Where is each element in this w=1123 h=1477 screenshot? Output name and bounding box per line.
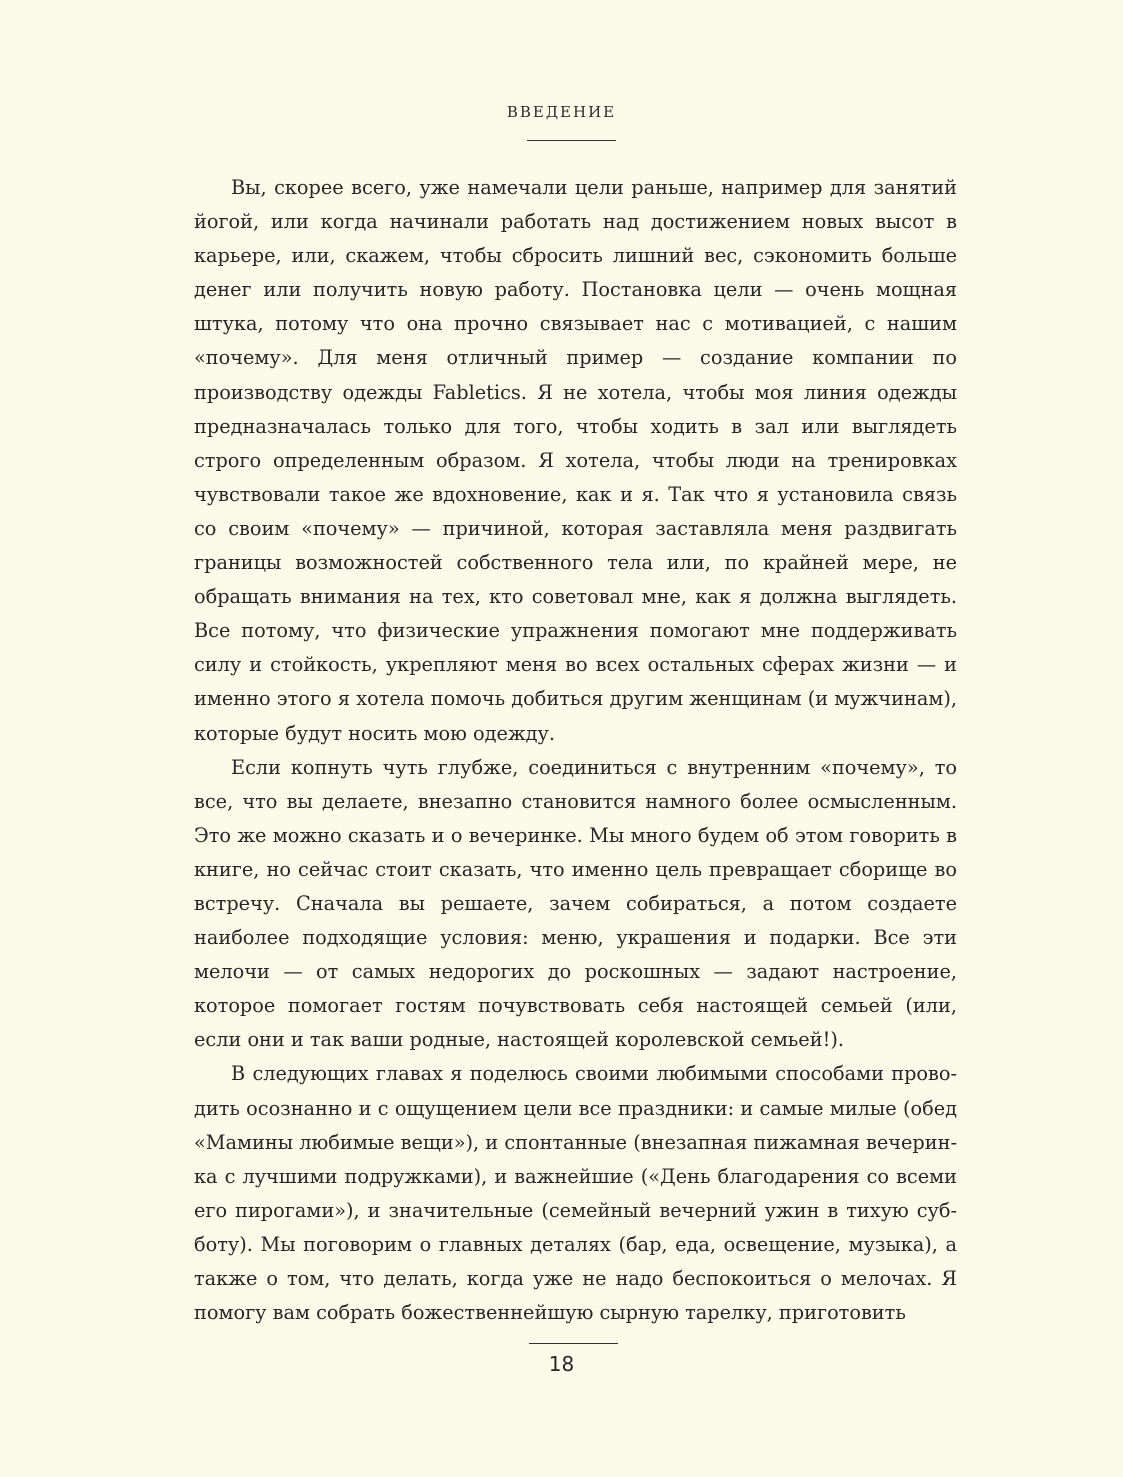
running-head: ВВЕДЕНИЕ [506,103,617,121]
paragraph-1: Вы, скорее всего, уже намечали цели раньше, например для занятий йогой, или когда начинали работать над достижением новых высот в карьере, или, скажем, чтобы сбросить лишний вес, сэкономить больше денег или получить новую работу. Постановка цели — очень мощная штука, потому что она прочно связывает нас с мотивацией, с нашим «почему». Для меня отличный пример — создание компании по производству одежды Fabletics. Я не хотела, чтобы моя линия одежды предназначалась только для того, чтобы ходить в зал или выглядеть строго определенным образом. Я хотела, чтобы люди на тренировках чувствовали такое же вдохновение, как и я. Так что я установила связь со своим «почему» — причиной, которая заставляла меня раздвигать границы возможностей собственного тела или, по крайней мере, не обращать внимания на тех, кто советовал мне, как я должна выглядеть. Все потому, что физические упражнения помогают мне поддерживать силу и стойкость, укрепляют меня во всех остальных сферах жизни — и именно этого я хотела помочь добиться другим женщинам (и мужчинам), которые будут носить мою одежду. [194,176,957,745]
paragraph-3: В следующих главах я поделюсь своими любимыми способами проводить осознанно и с ощущением цели все праздники: и самые милые (обед «Мамины любимые вещи»), и спонтанные (внезапная пижамная вечеринка с лучшими подружками), и важнейшие («День благодарения со всеми его пирогами»), и значительные (семейный вечерний ужин в тихую субботу). Мы поговорим о главных деталях (бар, еда, освещение, музыка), а также о том, что делать, когда уже не надо беспокоиться о мелочах. Я помогу вам собрать божественнейшую сырную тарелку, приготовить [194,1062,957,1325]
body-text [194,171,957,1330]
running-head-rule [527,140,616,141]
paragraph-2: Если копнуть чуть глубже, соединиться с внутренним «почему», то все, что вы делаете, внезапно становится намного более осмысленным. Это же можно сказать и о вечеринке. Мы много будем об этом говорить в книге, но сейчас стоит сказать, что именно цель превращает сборище во встречу. Сначала вы решаете, зачем собираться, а потом создаете наиболее подходящие условия: меню, украшения и подарки. Все эти мелочи — от самых недорогих до роскошных — задают настроение, которое помогает гостям почувствовать себя настоящей семьей (или, если они и так ваши родные, настоящей королевской семьей!). [194,755,957,1052]
page-number-rule [529,1343,618,1344]
page-number: 18 [548,1352,575,1376]
